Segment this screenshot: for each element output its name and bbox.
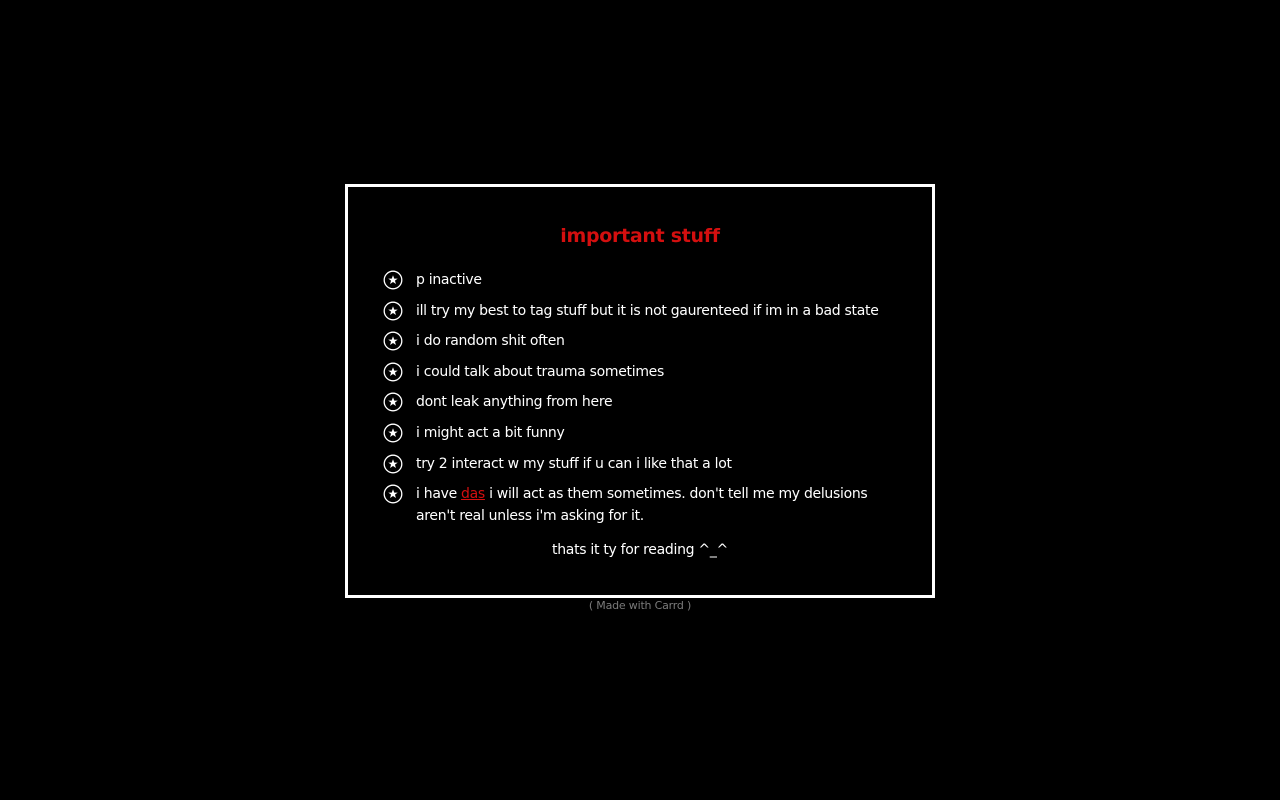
star-circle-icon <box>383 270 403 290</box>
das-link[interactable]: das <box>461 486 485 503</box>
closing-text: thats it ty for reading ^_^ <box>552 542 728 558</box>
list-item <box>383 300 903 322</box>
star-circle-icon <box>383 423 403 443</box>
list-item-text-before: i have <box>416 486 462 503</box>
list-item <box>383 453 903 475</box>
list-item-text: i could talk about trauma sometimes <box>416 363 664 380</box>
list-item-text <box>416 486 867 524</box>
list-item-text: i do random shit often <box>416 333 565 350</box>
star-circle-icon <box>383 362 403 382</box>
list-item-text: i might act a bit funny <box>416 424 565 441</box>
list-item <box>383 330 903 352</box>
star-circle-icon <box>383 301 403 321</box>
rules-list <box>383 269 903 536</box>
list-item <box>383 422 903 444</box>
list-item-text: dont leak anything from here <box>416 394 613 411</box>
star-circle-icon <box>383 454 403 474</box>
list-item <box>383 269 903 291</box>
list-item-text: p inactive <box>416 272 482 288</box>
list-item <box>383 361 903 383</box>
page-title: important stuff <box>560 225 720 247</box>
list-item-text-after: i will act as them sometimes. don't tell me my delusions aren't real unless i'm asking for it. <box>416 486 868 525</box>
list-item <box>383 391 903 413</box>
star-circle-icon <box>383 392 403 412</box>
list-item-text: try 2 interact w my stuff if u can i like that a lot <box>416 455 732 472</box>
star-circle-icon <box>383 484 403 504</box>
content-card <box>345 184 935 598</box>
list-item <box>383 483 903 527</box>
list-item-text: ill try my best to tag stuff but it is not gaurenteed if im in a bad state <box>416 302 879 319</box>
star-circle-icon <box>383 331 403 351</box>
made-with-carrd-credit[interactable]: ( Made with Carrd ) <box>588 599 692 612</box>
